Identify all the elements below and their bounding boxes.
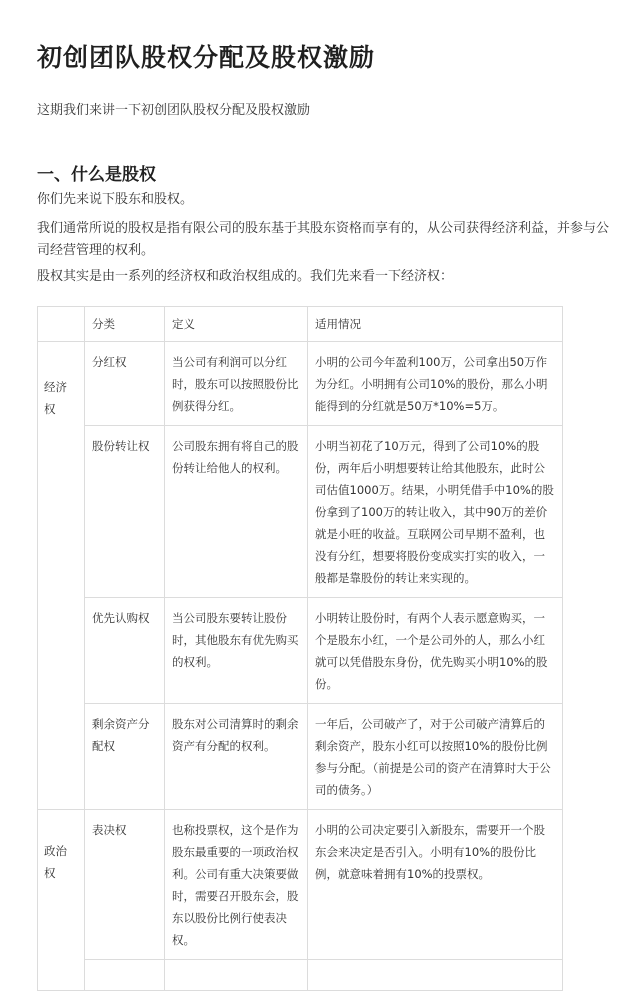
paragraph-equity-definition: 我们通常所说的股权是指有限公司的股东基于其股东资格而享有的，从公司获得经济利益，并参与公司经营管理的权利。 <box>37 221 610 258</box>
right-definition-cell: 股东对公司清算时的剩余资产有分配的权利。 <box>165 704 308 810</box>
right-definition-cell: 公司股东拥有将自己的股份转让给他人的权利。 <box>165 426 308 598</box>
right-name-cell: 剩余资产分配权 <box>85 704 165 810</box>
right-usage-cell: 一年后，公司破产了，对于公司破产清算后的剩余资产，股东小红可以按照10%的股份比例参与分配。（前提是公司的资产在清算时大于公司的债务。） <box>308 704 563 810</box>
header-cell-category: 分类 <box>85 307 165 342</box>
right-usage-cell <box>308 960 563 991</box>
right-name-cell: 分红权 <box>85 342 165 426</box>
table-row <box>38 426 563 598</box>
right-name-cell: 表决权 <box>85 810 165 960</box>
equity-rights-table <box>37 306 563 991</box>
right-definition-cell: 也称投票权，这个是作为股东最重要的一项政治权利。公司有重大决策要做时，需要召开股东会，股东以股份比例行使表决权。 <box>165 810 308 960</box>
table-header-row <box>38 307 563 342</box>
table-row <box>38 810 563 960</box>
table-row <box>38 960 563 991</box>
header-cell-definition: 定义 <box>165 307 308 342</box>
article-intro: 这期我们来讲一下初创团队股权分配及股权激励 <box>37 103 311 118</box>
category-cell-economic: 经济权 <box>38 342 85 810</box>
paragraph-shareholders: 你们先来说下股东和股权。 <box>37 192 194 207</box>
header-cell-usage: 适用情况 <box>308 307 563 342</box>
right-definition-cell: 当公司股东要转让股份时，其他股东有优先购买的权利。 <box>165 598 308 704</box>
right-usage-cell: 小明当初花了10万元，得到了公司10%的股份，两年后小明想要转让给其他股东，此时公司估值1000万。结果，小明凭借手中10%的股份拿到了100万的转让收入，其中90万的差价就是小旺的收益。互联网公司早期不盈利，也没有分红，想要将股份变成实打实的收入，一般都是靠股份的转让来实现的。 <box>308 426 563 598</box>
table-row <box>38 342 563 426</box>
right-usage-cell: 小明的公司决定要引入新股东，需要开一个股东会来决定是否引入。小明有10%的股份比例，就意味着拥有10%的投票权。 <box>308 810 563 960</box>
right-definition-cell <box>165 960 308 991</box>
right-usage-cell: 小明的公司今年盈利100万，公司拿出50万作为分红。小明拥有公司10%的股份，那么小明能得到的分红就是50万*10%=5万。 <box>308 342 563 426</box>
article-title: 初创团队股权分配及股权激励 <box>37 43 376 72</box>
right-name-cell <box>85 960 165 991</box>
right-name-cell: 股份转让权 <box>85 426 165 598</box>
category-cell-political: 政治权 <box>38 810 85 991</box>
header-cell-blank <box>38 307 85 342</box>
table-row <box>38 704 563 810</box>
right-name-cell: 优先认购权 <box>85 598 165 704</box>
right-usage-cell: 小明转让股份时，有两个人表示愿意购买，一个是股东小红，一个是公司外的人，那么小红就可以凭借股东身份，优先购买小明10%的股份。 <box>308 598 563 704</box>
section-heading: 一、什么是股权 <box>37 165 156 185</box>
table-row <box>38 598 563 704</box>
right-definition-cell: 当公司有利润可以分红时，股东可以按照股份比例获得分红。 <box>165 342 308 426</box>
paragraph-equity-composition: 股权其实是由一系列的经济权和政治权组成的。我们先来看一下经济权： <box>37 269 454 284</box>
